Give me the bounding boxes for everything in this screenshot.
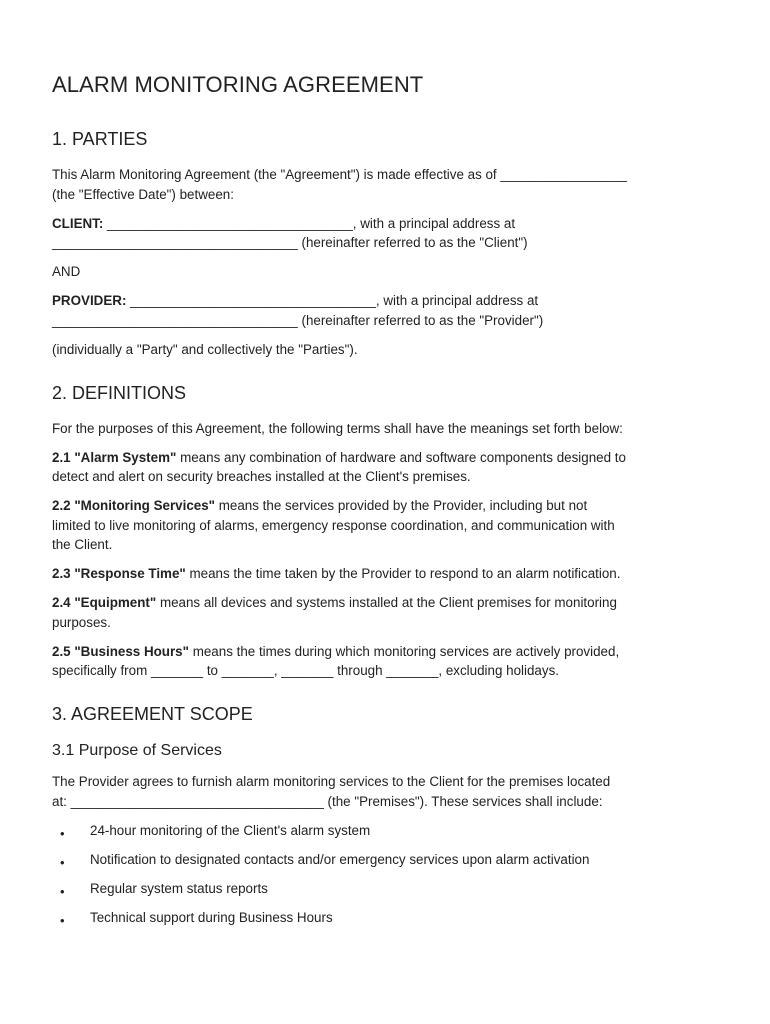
definition-text: detect and alert on security breaches installed at the Client's premises. [52, 469, 471, 484]
client-line1: _________________________________, with a principal address at [103, 215, 516, 231]
definition-text: means all devices and systems installed at the Client premises for monitoring [156, 595, 617, 610]
services-list [52, 821, 724, 928]
section-heading-parties: 1. PARTIES [52, 129, 148, 149]
definition-text: means the times during which monitoring services are actively provided, [188, 643, 620, 659]
definition-term: 2.3 "Response Time" [52, 566, 186, 581]
subsection-heading-purpose: 3.1 Purpose of Services [52, 742, 222, 759]
definition-item [52, 593, 724, 632]
client-label: CLIENT: [52, 215, 104, 231]
client-clause [52, 214, 724, 253]
section-heading-scope: 3. AGREEMENT SCOPE [52, 704, 253, 724]
provider-label: PROVIDER: [52, 293, 127, 308]
definition-text: specifically from _______ to _______, _______ through _______, excluding holidays. [52, 663, 559, 678]
list-item-text: Regular system status reports [90, 880, 268, 896]
definitions-intro: For the purposes of this Agreement, the following terms shall have the meanings set forth below: [52, 420, 623, 436]
parties-closing: (individually a "Party" and collectively the "Parties"). [52, 341, 358, 357]
definition-term: 2.2 "Monitoring Services" [52, 498, 216, 513]
definition-item [52, 448, 724, 487]
parties-intro-line2: (the "Effective Date") between: [52, 186, 234, 202]
provider-clause [52, 291, 724, 330]
list-item-text: Technical support during Business Hours [90, 909, 333, 925]
provider-line1: _________________________________, with a principal address at [126, 293, 539, 308]
definition-item [52, 496, 724, 555]
definition-text: means the services provided by the Provider, including but not [215, 498, 588, 513]
bullet-icon: • [60, 883, 65, 899]
list-item [52, 908, 724, 928]
definition-term: 2.4 "Equipment" [52, 595, 157, 610]
and-text: AND [52, 264, 81, 279]
client-line2: _________________________________ (hereinafter referred to as the "Client") [52, 235, 528, 250]
list-item-text: 24-hour monitoring of the Client's alarm system [90, 822, 371, 838]
scope-intro-line2: at: __________________________________ (the "Premises"). These services shall include: [52, 793, 603, 809]
definition-text: purposes. [52, 614, 111, 630]
scope-intro [52, 772, 724, 811]
list-item-text: Notification to designated contacts and/or emergency services upon alarm activation [90, 851, 590, 867]
list-item [52, 879, 724, 899]
parties-intro [52, 165, 724, 204]
section-heading-definitions: 2. DEFINITIONS [52, 382, 187, 403]
definition-item [52, 642, 724, 681]
bullet-icon: • [60, 825, 65, 841]
document-page [52, 70, 724, 937]
definition-item [52, 564, 724, 584]
bullet-icon: • [60, 912, 65, 928]
definition-text: the Client. [52, 537, 113, 552]
definition-text: means the time taken by the Provider to respond to an alarm notification. [185, 566, 621, 581]
parties-intro-line1: This Alarm Monitoring Agreement (the "Agreement") is made effective as of _________________ [52, 167, 627, 182]
definition-term: 2.5 "Business Hours" [52, 643, 189, 659]
list-item [52, 850, 724, 870]
document-title: ALARM MONITORING AGREEMENT [52, 72, 424, 97]
definition-term: 2.1 "Alarm System" [52, 449, 177, 465]
list-item [52, 821, 724, 841]
scope-intro-line1: The Provider agrees to furnish alarm monitoring services to the Client for the premises located [52, 774, 611, 789]
bullet-icon: • [60, 854, 65, 870]
definition-text: means any combination of hardware and software components designed to [176, 449, 626, 465]
provider-line2: _________________________________ (hereinafter referred to as the "Provider") [52, 312, 544, 328]
definition-text: limited to live monitoring of alarms, emergency response coordination, and communication with [52, 517, 615, 533]
